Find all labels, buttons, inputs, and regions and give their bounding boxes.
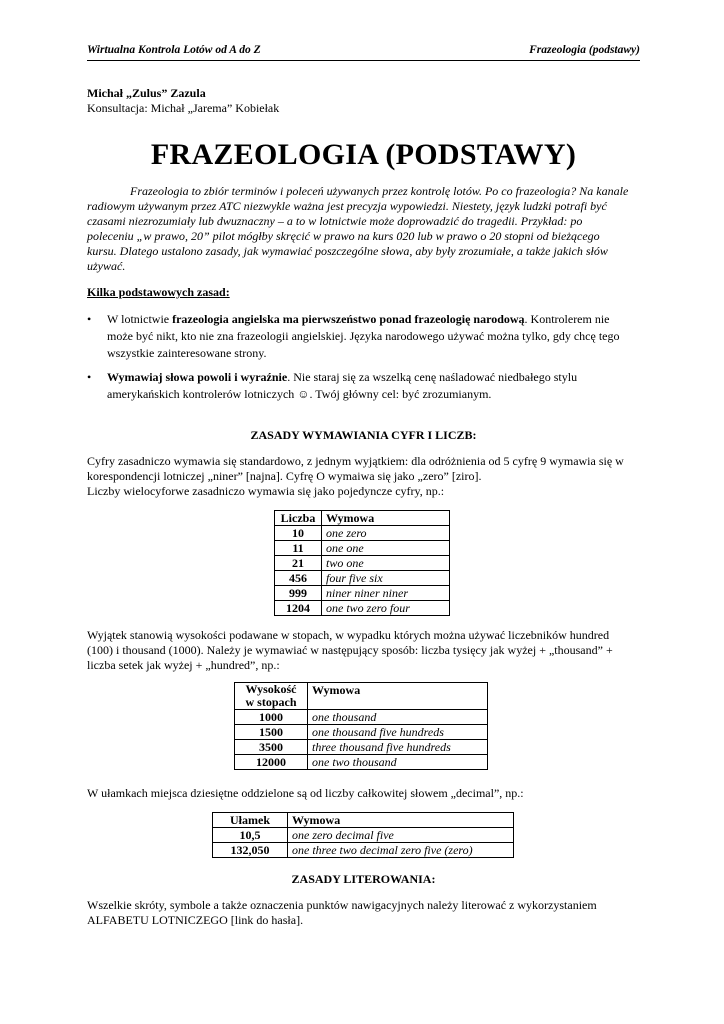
intro-paragraph: Frazeologia to zbiór terminów i poleceń używanych przez kontrolę lotów. Po co frazeologia? Na kanale radiowym używanym przez ATC niezwykle ważna jest precyzja wypowiedzi. Niestety, język ludzki potrafi być czasami niezrozumiały lub dwuznaczny – a to w lotnictwie może doprowadzić do tragedii. Przykład: po poleceniu „w prawo, 20” pilot mógłby skręcić w prawo na kurs 020 lub w prawo o 20 stopni od bieżącego kursu. Dlatego ustalono zasady, jak wymawiać poszczególne słowa, aby były zrozumiałe, a także jakich słów używać. [87,184,629,273]
table-row: 1000 one thousand [235,710,488,725]
rules-heading: Kilka podstawowych zasad: [87,285,230,299]
spelling-heading: ZASADY LITEROWANIA: [291,872,436,886]
bullet-icon: • [87,312,92,326]
table-header-row: Ułamek Wymowa [213,813,514,828]
digits-heading: ZASADY WYMAWIANIA CYFR I LICZB: [250,428,477,442]
header-rule [87,60,640,61]
spelling-paragraph: Wszelkie skróty, symbole a także oznaczenia punktów nawigacyjnych należy literować z wykorzystaniem ALFABETU LOTNICZEGO [link do hasła]. [87,898,597,927]
table-row: 1500 one thousand five hundreds [235,725,488,740]
header-left: Wirtualna Kontrola Lotów od A do Z [87,44,261,56]
table-row: 11 one one [275,541,450,556]
consultation: Konsultacja: Michał „Jarema” Kobiełak [87,101,280,115]
table-header-row: Wysokość w stopach Wymowa [235,683,488,710]
table-row: 3500 three thousand five hundreds [235,740,488,755]
digits-paragraph: Cyfry zasadniczo wymawia się standardowo, z jednym wyjątkiem: dla odróżnienia od 5 cyfrę 9 wymawia się w korespondencji lotniczej „niner” [najna]. Cyfrę O wymaiwa się jako „zero” [ziro]. Liczby wielocyforwe zasadniczo wymawia się jako pojedyncze cyfry, np.: [87,454,624,498]
table-row: 132,050 one three two decimal zero five (zero) [213,843,514,858]
numbers-table [274,510,450,616]
table-row: 999 niner niner niner [275,586,450,601]
header-right: Frazeologia (podstawy) [529,44,640,56]
rule-bullet-2: • Wymawiaj słowa powoli i wyraźnie. Nie staraj się za wszelką cenę naśladować niedbałego stylu amerykańskich kontrolerów lotniczych ☺. Twój główny cel: być zrozumianym. [87,370,578,401]
table-header-row: Liczba Wymowa [275,511,450,526]
altitude-table [234,682,488,770]
document-title: FRAZEOLOGIA (PODSTAWY) [150,138,577,171]
table-row: 21 two one [275,556,450,571]
bullet-icon: • [87,370,92,384]
table-row: 12000 one two thousand [235,755,488,770]
fraction-table [212,812,514,858]
altitude-paragraph: Wyjątek stanowią wysokości podawane w stopach, w wypadku których można używać liczebników hundred (100) i thousand (1000). Należy je wymawiać w następujący sposób: liczba tysięcy jak wyżej + „thousand” + liczba setek jak wyżej + „hundred”, np.: [87,628,613,672]
table-row: 10,5 one zero decimal five [213,828,514,843]
author-name: Michał „Zulus” Zazula [87,86,206,100]
rule-bullet-1: • W lotnictwie frazeologia angielska ma pierwszeństwo ponad frazeologię narodową. Kontrolerem nie może być nikt, kto nie zna frazeologii angielskiej. Języka narodowego używać można tylko, gdy chcę tego wszystkie zainteresowane strony. [87,312,620,360]
table-row: 456 four five six [275,571,450,586]
decimal-paragraph: W ułamkach miejsca dziesiętne oddzielone są od liczby całkowitej słowem „decimal”, np.: [87,786,524,800]
running-header [87,44,640,56]
table-row: 1204 one two zero four [275,601,450,616]
table-row: 10 one zero [275,526,450,541]
author-block [87,86,279,116]
